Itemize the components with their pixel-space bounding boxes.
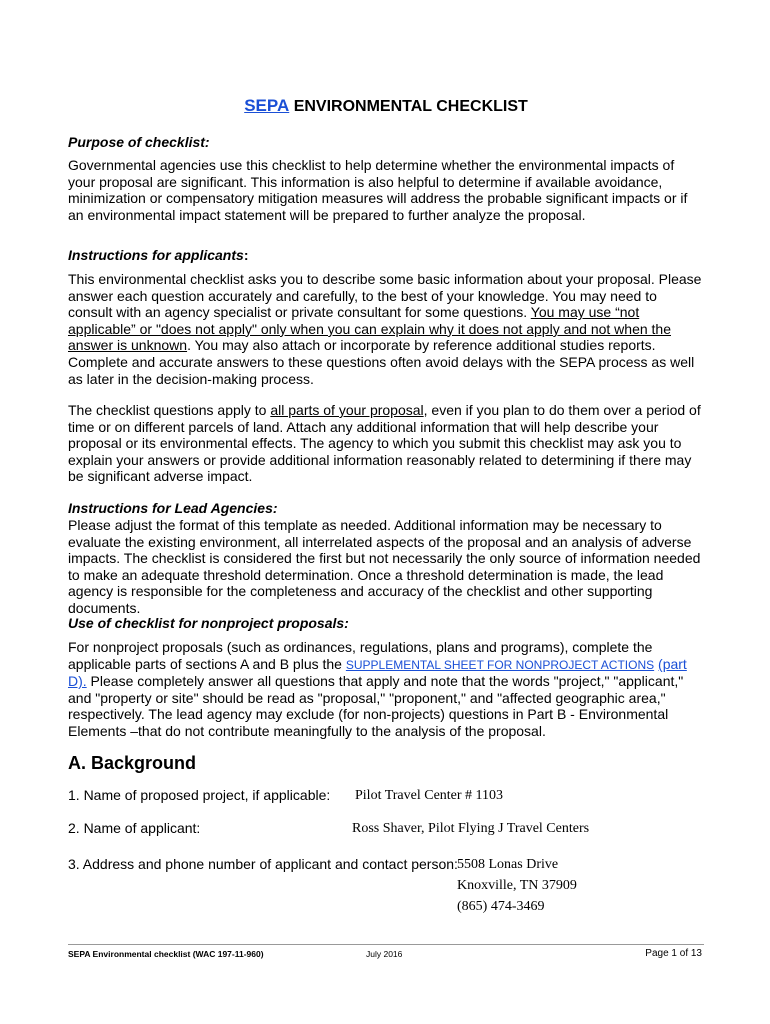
answer-3-line-2: Knoxville, TN 37909 bbox=[457, 878, 577, 893]
applicants-p2-b: , even if you plan to do them over a period of time or on different parcels of land. Attach any additional information that will help describe your proposal or its environmental effects. The agency to which you submit this checklist may ask you to explain your answers or provide additional information reasonably related to determining if there may be significant adverse impact. bbox=[68, 402, 701, 485]
applicants-heading-text: Instructions for applicants bbox=[68, 247, 244, 263]
applicants-paragraph-2 bbox=[68, 402, 704, 485]
section-a-heading: A. Background bbox=[68, 753, 197, 773]
answer-1: Pilot Travel Center # 1103 bbox=[355, 788, 504, 803]
applicants-paragraph-1 bbox=[68, 271, 704, 387]
answer-3-line-1: 5508 Lonas Drive bbox=[457, 857, 559, 872]
footer-date: July 2016 bbox=[366, 949, 403, 959]
part-d-link[interactable]: (part D). bbox=[68, 655, 687, 690]
applicants-heading-colon: : bbox=[243, 247, 249, 263]
nonproject-body bbox=[68, 639, 704, 740]
question-3: 3. Address and phone number of applicant and contact person: bbox=[68, 856, 458, 872]
sepa-link[interactable]: SEPA bbox=[244, 96, 290, 115]
nonproject-heading: Use of checklist for nonproject proposals: bbox=[68, 615, 349, 631]
lead-agencies-body: Please adjust the format of this template as needed. Additional information may be necessary to evaluate the existing environment, all interrelated aspects of the proposal and an analysis of adverse impacts. The checklist is considered the first but not necessarily the only source of information needed to make an adequate threshold determination. Once a threshold determination is made, the lead agency is responsible for the completeness and accuracy of the checklist and other supporting documents. bbox=[68, 517, 701, 616]
answer-2: Ross Shaver, Pilot Flying J Travel Centers bbox=[352, 821, 590, 836]
answer-3-line-3: (865) 474-3469 bbox=[457, 899, 545, 914]
applicants-p1-b: . You may also attach or incorporate by reference additional studies reports. Complete and accurate answers to these questions often avoid delays with the SEPA process as well as later in the decision-making process. bbox=[68, 337, 695, 387]
applicants-p2-a: The checklist questions apply to bbox=[68, 402, 271, 418]
lead-agencies-heading: Instructions for Lead Agencies: bbox=[68, 500, 278, 516]
page-title bbox=[68, 96, 704, 116]
footer-title: SEPA Environmental checklist (WAC 197-11-960) bbox=[68, 949, 264, 959]
applicants-p2-underlined: all parts of your proposal bbox=[270, 402, 424, 418]
nonproject-b: Please completely answer all questions that apply and note that the words "project," "applicant," and "property or site" should be read as "proposal," "proponent," and "affected geographic area," respectively. The lead agency may exclude (for non-projects) questions in Part B - Environmental Elements –that do not contribute meaningfully to the analysis of the proposal. bbox=[68, 673, 684, 739]
purpose-heading: Purpose of checklist: bbox=[68, 134, 210, 150]
nonproject-a: For nonproject proposals (such as ordinances, regulations, plans and programs), complete the applicable parts of sections A and B plus the bbox=[68, 639, 653, 672]
title-text: ENVIRONMENTAL CHECKLIST bbox=[293, 98, 528, 115]
footer-page-number: Page 1 of 13 bbox=[645, 948, 702, 959]
footer-divider bbox=[68, 944, 704, 945]
question-2: 2. Name of applicant: bbox=[68, 820, 201, 836]
supplemental-sheet-link[interactable]: SUPPLEMENTAL SHEET FOR NONPROJECT ACTIONS bbox=[345, 657, 655, 672]
applicants-p1-underlined: You may use “not applicable” or "does not apply" only when you can explain why it does not apply and not when the answer is unknown bbox=[68, 304, 671, 354]
purpose-body: Governmental agencies use this checklist to help determine whether the environmental impacts of your proposal are significant. This information is also helpful to determine if available avoidance, minimization or compensatory mitigation measures will address the probable significant impacts or if an environmental impact statement will be prepared to further analyze the proposal. bbox=[68, 157, 688, 223]
applicants-p1-a: This environmental checklist asks you to describe some basic information about your proposal. Please answer each question accurately and carefully, to the best of your knowledge. You may need to consult with an agency specialist or private consultant for some questions. bbox=[68, 271, 702, 321]
applicants-heading bbox=[68, 247, 248, 263]
question-1: 1. Name of proposed project, if applicable: bbox=[68, 787, 331, 803]
